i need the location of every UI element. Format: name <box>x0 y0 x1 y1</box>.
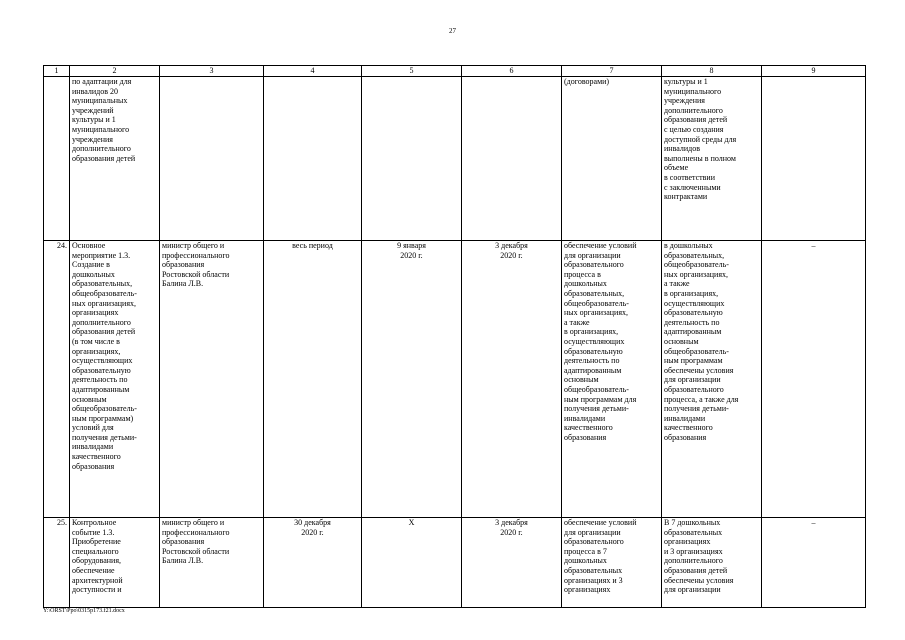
cell-fact-date: 3 декабря 2020 г. <box>462 518 562 608</box>
cell-note: – <box>762 518 866 608</box>
cell-event-name: по адаптации для инвалидов 20 муниципальных учреждений культуры и 1 муниципального учреждения дополнительного образования детей <box>70 77 160 241</box>
cell-responsible <box>160 77 264 241</box>
cell-responsible: министр общего и профессионального образования Ростовской области Балина Л.В. <box>160 518 264 608</box>
header-row <box>44 66 866 77</box>
cell-plan-start <box>362 77 462 241</box>
header-cell: 9 <box>762 66 866 77</box>
cell-number: 24. <box>44 241 70 518</box>
cell-deadline: 30 декабря 2020 г. <box>264 518 362 608</box>
cell-event-name: Основное мероприятие 1.3. Создание в дошкольных образовательных, общеобразователь- ных организациях, организациях дополнительного образования детей (в том числе в организациях, осуществляющих образовательную деятельность по адаптированным основным общеобразователь- ным программам) условий для получения детьми- инвалидами качественного образования <box>70 241 160 518</box>
cell-note: – <box>762 241 866 518</box>
cell-number <box>44 77 70 241</box>
cell-plan-start: Х <box>362 518 462 608</box>
table-row-25 <box>44 518 866 608</box>
cell-number: 25. <box>44 518 70 608</box>
cell-fact-date <box>462 77 562 241</box>
report-table <box>43 65 866 608</box>
cell-actual-result: культуры и 1 муниципального учреждения дополнительного образования детей с целью создания доступной среды для инвалидов выполнены в полном объеме в соответствии с заключенными контрактами <box>662 77 762 241</box>
header-cell: 2 <box>70 66 160 77</box>
table-row-24 <box>44 241 866 518</box>
header-cell: 4 <box>264 66 362 77</box>
cell-deadline <box>264 77 362 241</box>
cell-note <box>762 77 866 241</box>
header-cell: 3 <box>160 66 264 77</box>
header-cell: 5 <box>362 66 462 77</box>
page-number: 27 <box>449 27 456 35</box>
cell-actual-result: В 7 дошкольных образовательных организациях и 3 организациях дополнительного образования детей обеспечены условия для организации <box>662 518 762 608</box>
header-cell: 1 <box>44 66 70 77</box>
header-cell: 8 <box>662 66 762 77</box>
cell-event-name: Контрольное событие 1.3. Приобретение специального оборудования, обеспечение архитектурной доступности и <box>70 518 160 608</box>
cell-expected-result: обеспечение условий для организации образовательного процесса в дошкольных образовательных, общеобразователь- ных организациях, а также в организациях, осуществляющих образовательную деятельность по адаптированным основным общеобразователь- ным программам для получения детьми- инвалидами качественного образования <box>562 241 662 518</box>
cell-deadline: весь период <box>264 241 362 518</box>
table-row-continuation <box>44 77 866 241</box>
cell-actual-result: в дошкольных образовательных, общеобразователь- ных организациях, а также в организациях, осуществляющих образовательную деятельность по адаптированным основным общеобразователь- ным программам обеспечены условия для организации образовательного процесса, а также для получения детьми- инвалидами качественного образования <box>662 241 762 518</box>
cell-expected-result: (договорами) <box>562 77 662 241</box>
cell-plan-start: 9 января 2020 г. <box>362 241 462 518</box>
header-cell: 6 <box>462 66 562 77</box>
cell-expected-result: обеспечение условий для организации образовательного процесса в 7 дошкольных образовательных организациях и 3 организациях <box>562 518 662 608</box>
header-cell: 7 <box>562 66 662 77</box>
cell-responsible: министр общего и профессионального образования Ростовской области Балина Л.В. <box>160 241 264 518</box>
file-path-footer: Y:\ORST\Ppo\0315p173.f21.docx <box>43 608 125 614</box>
cell-fact-date: 3 декабря 2020 г. <box>462 241 562 518</box>
